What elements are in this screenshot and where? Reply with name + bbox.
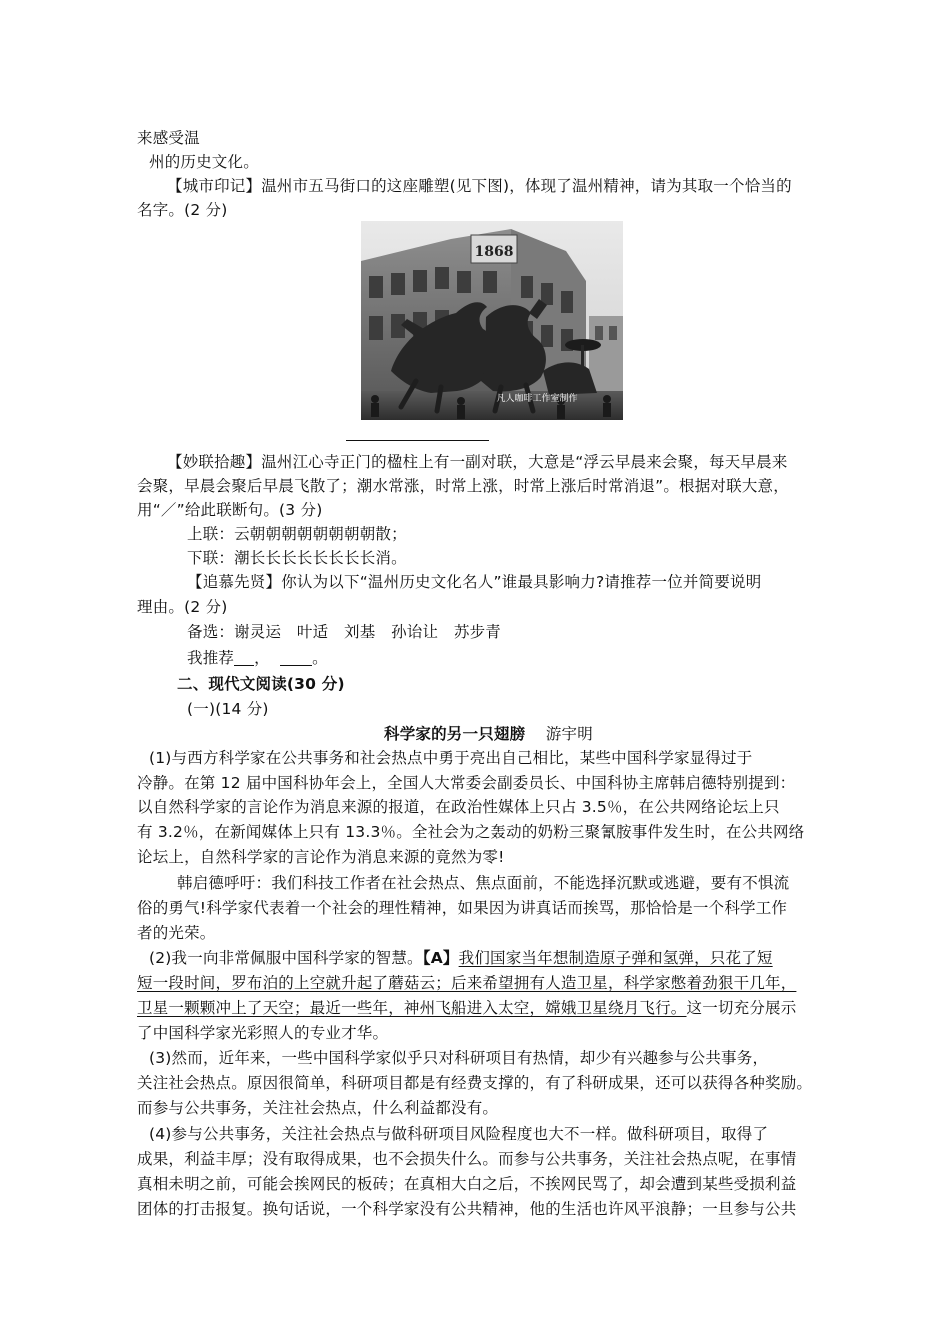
paragraph-line: (4)参与公共事务，关注社会热点与做科研项目风险程度也大不一样。做科研项目，取得了 — [149, 1125, 769, 1143]
building-sign-year: 1868 — [474, 244, 514, 260]
paragraph-line: 韩启德呼吁：我们科技工作者在社会热点、焦点面前，不能选择沉默或逃避，要有不惧流 — [177, 874, 790, 892]
text-line: 用“／”给此联断句。(3 分) — [137, 501, 323, 519]
paragraph-line: 者的光荣。 — [137, 924, 216, 942]
article-author: 游宇明 — [545, 725, 593, 743]
question-city-imprint: 【城市印记】温州市五马街口的这座雕塑(见下图)，体现了温州精神，请为其取一个恰当的 — [167, 177, 792, 195]
underlined-text: 我们国家当年想制造原子弹和氢弹，只花了短 — [458, 949, 773, 967]
question-sages: 【追慕先贤】你认为以下“温州历史文化名人”谁最具影响力?请推荐一位并简要说明 — [187, 573, 762, 591]
paragraph-line: 而参与公共事务，关注社会热点，什么利益都没有。 — [137, 1099, 499, 1117]
text-line: 州的历史文化。 — [149, 153, 259, 171]
paragraph-line: 了中国科学家光彩照人的专业才华。 — [137, 1024, 389, 1042]
paragraph-line: 团体的打击报复。换句话说，一个科学家没有公共精神，他的生活也许风平浪静；一旦参与公共 — [137, 1200, 797, 1218]
paragraph-line: 以自然科学家的言论作为消息来源的报道，在政治性媒体上只占 3.5％，在公共网络论坛上只 — [137, 798, 780, 816]
paragraph-line: 关注社会热点。原因很简单，科研项目都是有经费支撑的，有了科研成果，还可以获得各种奖励。 — [137, 1074, 813, 1092]
text-line: 来感受温 — [137, 129, 200, 147]
underlined-text: 短一段时间，罗布泊的上空就升起了蘑菇云；后来希望拥有人造卫星，科学家憋着劲狠干几年， — [137, 974, 797, 992]
paragraph-line: (1)与西方科学家在公共事务和社会热点中勇于亮出自己相比，某些中国科学家显得过于 — [149, 749, 753, 767]
recommend-name-blank[interactable] — [234, 649, 254, 666]
section-heading: 二、现代文阅读(30 分) — [177, 675, 345, 693]
couplet-first-line: 上联：云朝朝朝朝朝朝朝朝散； — [187, 525, 407, 543]
paragraph-line: (3)然而，近年来，一些中国科学家似乎只对科研项目有热情，却少有兴趣参与公共事务， — [149, 1049, 769, 1067]
paragraph-line: 真相未明之前，可能会挨网民的板砖；在真相大白之后，不挨网民骂了，却会遭到某些受损利益 — [137, 1175, 797, 1193]
text-line: 会聚，早晨会聚后早晨飞散了；潮水常涨，时常上涨，时常上涨后时常消退”。根据对联大意， — [137, 477, 789, 495]
paragraph-line: 俗的勇气!科学家代表着一个社会的理性精神，如果因为讲真话而挨骂，那恰恰是一个科学工作 — [137, 899, 788, 917]
paragraph-line — [149, 947, 773, 969]
recommend-period: 。 — [312, 649, 328, 667]
marker-a: 【A】 — [422, 949, 459, 967]
paragraph-line — [137, 997, 796, 1019]
text-line: 理由。(2 分) — [137, 598, 228, 616]
subsection-heading: (一)(14 分) — [187, 700, 269, 718]
article-title: 科学家的另一只翅膀 — [384, 725, 526, 743]
paragraph-line: 论坛上，自然科学家的言论作为消息来源的竟然为零! — [137, 848, 505, 866]
paragraph-line: 有 3.2％，在新闻媒体上只有 13.3％。全社会为之轰动的奶粉三聚氰胺事件发生时，在公共网络 — [137, 823, 805, 841]
article-title-line — [384, 723, 593, 745]
question-couplet: 【妙联拾趣】温州江心寺正门的楹柱上有一副对联，大意是“浮云早晨来会聚，每天早晨来 — [167, 453, 788, 471]
paragraph-text: (2)我一向非常佩服中国科学家的智慧。 — [149, 949, 423, 967]
recommend-comma: ， — [254, 649, 270, 667]
answer-line[interactable] — [346, 440, 489, 441]
photo-watermark: 凡人咖啡工作室制作 — [496, 394, 578, 404]
paragraph-line: 冷静。在第 12 届中国科协年会上，全国人大常委会副委员长、中国科协主席韩启德特别提到： — [137, 774, 796, 792]
couplet-second-line: 下联：潮长长长长长长长长消。 — [187, 549, 407, 567]
underlined-text: 卫星一颗颗冲上了天空；最近一些年，神州飞船进入太空，嫦娥卫星绕月飞行。 — [137, 999, 687, 1017]
candidate-list: 备选：谢灵运 叶适 刘基 孙诒让 苏步青 — [187, 623, 502, 641]
recommend-reason-blank[interactable] — [280, 649, 312, 666]
text-line: 名字。(2 分) — [137, 201, 228, 219]
paragraph-line: 成果，利益丰厚；没有取得成果，也不会损失什么。而参与公共事务，关注社会热点呢，在事情 — [137, 1150, 797, 1168]
paragraph-text: 这一切充分展示 — [686, 999, 797, 1017]
sculpture-photo — [361, 221, 623, 420]
recommend-label: 我推荐 — [187, 649, 235, 667]
recommend-line — [187, 647, 328, 669]
